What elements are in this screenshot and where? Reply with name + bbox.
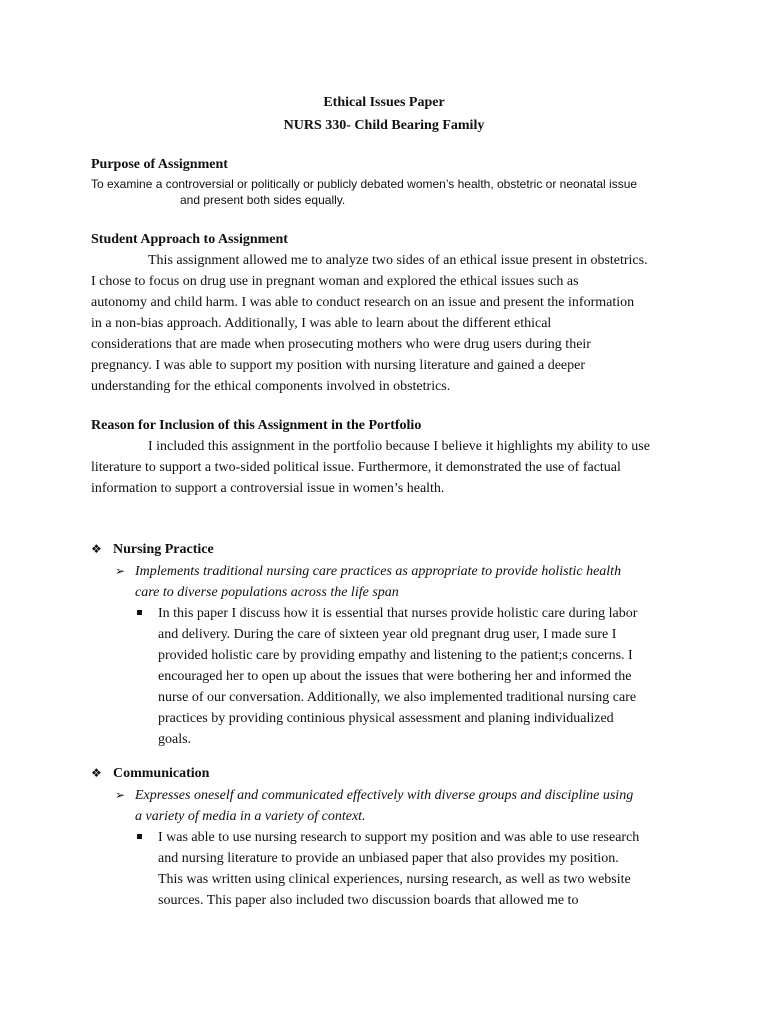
reason-line: information to support a controversial issue in women’s health. bbox=[91, 481, 445, 496]
section-nursing-practice bbox=[91, 542, 214, 558]
approach-line: This assignment allowed me to analyze two sides of an ethical issue present in obstetrics. bbox=[148, 253, 648, 268]
detail-line: In this paper I discuss how it is essential that nurses provide holistic care during labor bbox=[158, 606, 638, 621]
outcome-line: Implements traditional nursing care practices as appropriate to provide holistic health bbox=[135, 564, 622, 579]
detail-line: encouraged her to open up about the issues that were bothering her and informed the bbox=[158, 669, 632, 684]
approach-line: autonomy and child harm. I was able to conduct research on an issue and present the information bbox=[91, 295, 635, 310]
detail-nursing-practice bbox=[137, 603, 637, 750]
reason-paragraph bbox=[91, 436, 691, 499]
section-label: Nursing Practice bbox=[113, 542, 214, 557]
detail-line: This was written using clinical experiences, nursing research, as well as two website bbox=[158, 872, 631, 887]
approach-line: considerations that are made when prosecuting mothers who were drug users during their bbox=[91, 337, 591, 352]
detail-communication bbox=[137, 827, 639, 911]
purpose-line-2: and present both sides equally. bbox=[180, 193, 346, 207]
outcome-nursing-practice bbox=[115, 561, 621, 603]
approach-line: in a non-bias approach. Additionally, I was able to learn about the different ethical bbox=[91, 316, 552, 331]
detail-line: provided holistic care by providing empathy and listening to the patient;s concerns. I bbox=[158, 648, 633, 663]
document-title: Ethical Issues Paper bbox=[323, 95, 445, 110]
approach-line: pregnancy. I was able to support my position with nursing literature and gained a deeper bbox=[91, 358, 586, 373]
detail-line: goals. bbox=[158, 732, 192, 747]
section-label: Communication bbox=[113, 766, 210, 781]
section-communication bbox=[91, 766, 209, 782]
square-bullet-icon bbox=[137, 610, 142, 615]
square-bullet-icon bbox=[137, 834, 142, 839]
outcome-line: a variety of media in a variety of context. bbox=[135, 809, 366, 824]
detail-line: nurse of our conversation. Additionally, we also implemented traditional nursing care bbox=[158, 690, 637, 705]
approach-line: I chose to focus on drug use in pregnant woman and explored the ethical issues such as bbox=[91, 274, 579, 289]
detail-line: and delivery. During the care of sixteen year old pregnant drug user, I made sure I bbox=[158, 627, 617, 642]
reason-heading: Reason for Inclusion of this Assignment in the Portfolio bbox=[91, 418, 422, 433]
reason-line: I included this assignment in the portfolio because I believe it highlights my ability to use bbox=[148, 439, 650, 454]
detail-line: I was able to use nursing research to support my position and was able to use research bbox=[158, 830, 640, 845]
reason-line: literature to support a two-sided political issue. Furthermore, it demonstrated the use of factual bbox=[91, 460, 621, 475]
detail-line: sources. This paper also included two discussion boards that allowed me to bbox=[158, 893, 579, 908]
purpose-line-1: To examine a controversial or politically or publicly debated women’s health, obstetric or neonatal issue bbox=[91, 177, 638, 191]
arrow-bullet-icon: ➢ bbox=[115, 788, 126, 802]
diamond-bullet-icon: ❖ bbox=[91, 766, 102, 780]
outcome-line: care to diverse populations across the life span bbox=[135, 585, 399, 600]
arrow-bullet-icon: ➢ bbox=[115, 564, 126, 578]
approach-paragraph bbox=[91, 250, 691, 397]
purpose-heading: Purpose of Assignment bbox=[91, 157, 228, 172]
course-title: NURS 330- Child Bearing Family bbox=[283, 118, 485, 133]
detail-line: practices by providing continious physical assessment and planing individualized bbox=[158, 711, 614, 726]
approach-heading: Student Approach to Assignment bbox=[91, 232, 288, 247]
outcome-line: Expresses oneself and communicated effectively with diverse groups and discipline using bbox=[135, 788, 634, 803]
detail-line: and nursing literature to provide an unbiased paper that also provides my position. bbox=[158, 851, 619, 866]
outcome-communication bbox=[115, 785, 633, 827]
approach-line: understanding for the ethical components involved in obstetrics. bbox=[91, 379, 451, 394]
diamond-bullet-icon: ❖ bbox=[91, 542, 102, 556]
